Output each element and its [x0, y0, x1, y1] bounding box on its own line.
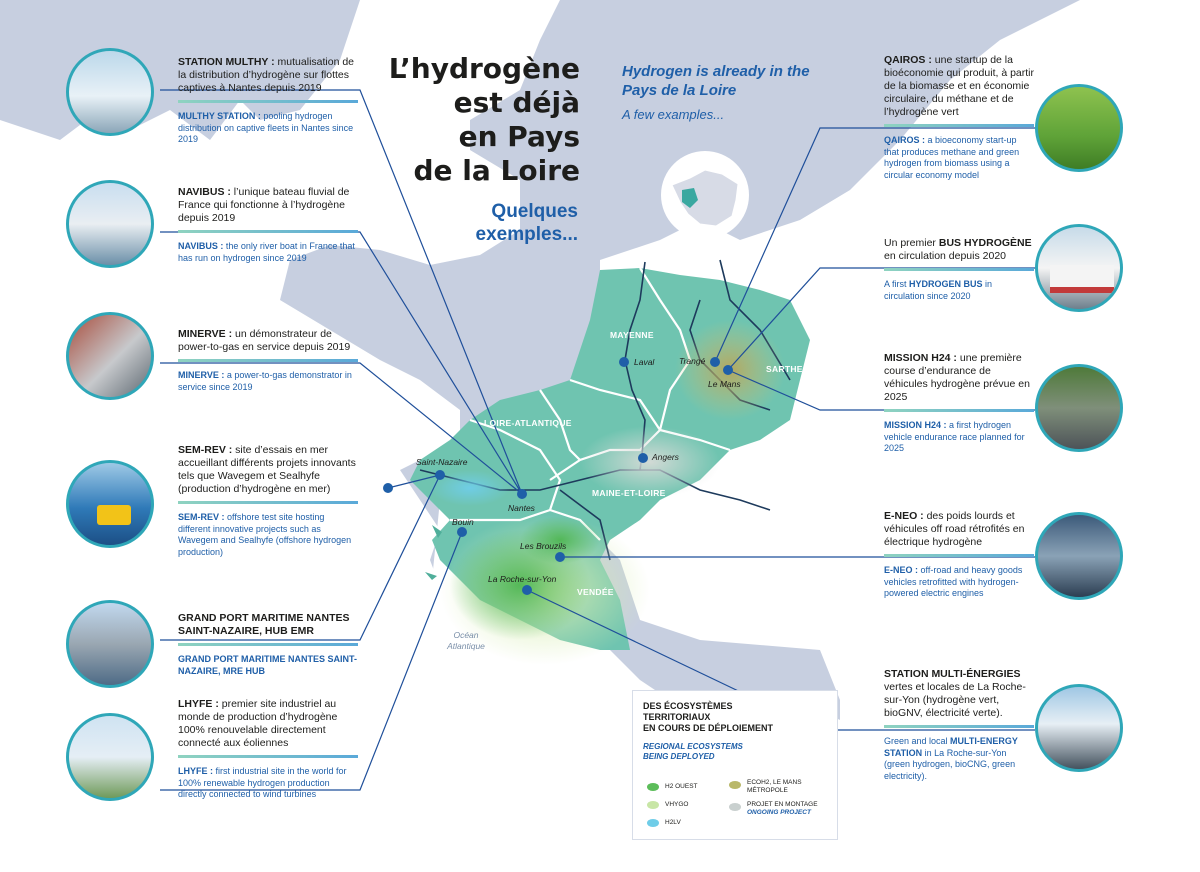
title-line: L’hydrogène: [388, 52, 580, 85]
item-bold: MULTHY STATION :: [178, 111, 261, 121]
item-bold: LHYFE :: [178, 698, 219, 710]
item-bold: GRAND PORT MARITIME NANTES SAINT-NAZAIRE, MRE HUB: [178, 654, 357, 676]
title-line: est déjà: [453, 86, 580, 119]
item-bold: QAIROS :: [884, 135, 926, 145]
city-label-nantes: Nantes: [508, 503, 535, 513]
english-title: Hydrogen is already in the Pays de la Loire: [622, 63, 810, 99]
item-body: Green and local: [884, 736, 951, 746]
bus-shape: [1050, 265, 1114, 293]
item-bold: GRAND PORT MARITIME NANTES SAINT-NAZAIRE, HUB EMR: [178, 612, 350, 637]
item-text-fr: [178, 698, 358, 750]
page-title: [340, 52, 580, 188]
legend-swatch-ongoing-project: [729, 803, 741, 811]
page-subtitle: [378, 200, 578, 246]
item-body: en circulation depuis 2020: [884, 250, 1007, 262]
item-text-en: [178, 766, 358, 801]
item-body: des poids lourds et véhicules off road rétrofités en électrique hydrogène: [884, 510, 1025, 548]
item-body: Un premier: [884, 237, 939, 249]
item-divider: [178, 755, 358, 758]
item-text-fr: [178, 186, 358, 225]
item-bold: QAIROS :: [884, 54, 932, 66]
item-e-neo: [884, 510, 1034, 600]
item-text-fr: [884, 510, 1034, 549]
item-text-fr: [884, 352, 1034, 404]
item-bold: SEM-REV :: [178, 512, 225, 522]
item-body: in circulation since 2020: [884, 279, 993, 301]
dept-label-maine-et-loire: MAINE-ET-LOIRE: [592, 488, 666, 498]
item-body: pooling hydrogen distribution on captive fleets in Nantes since 2019: [178, 111, 354, 144]
legend-swatch-h2-ouest: [647, 783, 659, 791]
item-multhy: [178, 56, 358, 146]
item-divider: [884, 725, 1034, 728]
item-body: vertes et locales de La Roche-sur-Yon (hydrogène vert, bioGNV, électricité verte).: [884, 681, 1026, 719]
item-bold: SEM-REV :: [178, 444, 233, 456]
item-body: off-road and heavy goods vehicles retrofitted with hydrogen-powered electric engines: [884, 565, 1023, 598]
item-bold: MINERVE :: [178, 370, 225, 380]
item-bold: STATION MULTHY :: [178, 56, 275, 68]
legend-subtitle-line: REGIONAL ECOSYSTEMS: [643, 742, 743, 751]
legend-label-vhygo: VHYGO: [665, 801, 689, 808]
subtitle-line: exemples...: [475, 224, 578, 245]
offshore-platform-photo: [66, 460, 154, 548]
legend-title-line: DES ÉCOSYSTÈMES: [643, 701, 733, 711]
legend-swatch-h2lv: [647, 819, 659, 827]
item-divider: [178, 501, 358, 504]
item-body: a first hydrogen vehicle endurance race planned for 2025: [884, 420, 1025, 453]
item-divider: [884, 268, 1034, 271]
bus-photo: [1035, 224, 1123, 312]
wind-turbine-site-photo: [66, 713, 154, 801]
legend-subtitle: [643, 742, 827, 762]
item-bold: HYDROGEN BUS: [909, 279, 983, 289]
item-navibus: [178, 186, 358, 264]
item-body: offshore test site hosting different innovative projects such as Wavegem and Sealhyfe (offshore hydrogen production): [178, 512, 352, 557]
city-label-les-brouzils: Les Brouzils: [520, 541, 567, 551]
item-bold: MISSION H24 :: [884, 352, 957, 364]
item-divider: [884, 409, 1034, 412]
item-bold: E-NEO :: [884, 510, 924, 522]
truck-photo: [1035, 512, 1123, 600]
english-subtitle: A few examples...: [622, 107, 725, 122]
city-label-la-roche-sur-yon: La Roche-sur-Yon: [488, 574, 557, 584]
map-legend: [632, 690, 838, 840]
legend-title-line: EN COURS DE DÉPLOIEMENT: [643, 723, 774, 733]
item-text-en: [884, 135, 1034, 181]
dept-label-loire-atlantique: LOIRE-ATLANTIQUE: [484, 418, 572, 428]
item-bold: MINERVE :: [178, 328, 233, 340]
item-text-en: [178, 241, 358, 264]
item-body: un démonstrateur de power-to-gas en service depuis 2019: [178, 328, 351, 353]
legend-label-h2-ouest: H2 OUEST: [665, 783, 698, 790]
item-body: in La Roche-sur-Yon (green hydrogen, bioCNG, green electricity).: [884, 747, 1016, 781]
ocean-label-line: Océan: [453, 630, 479, 640]
legend-label-fr: PROJET EN MONTAGE: [747, 801, 818, 808]
hydrogen-station-photo: [66, 48, 154, 136]
item-text-fr: [178, 612, 358, 638]
legend-title: [643, 701, 827, 734]
item-sem-rev: [178, 444, 358, 558]
port-photo: [66, 600, 154, 688]
item-lhyfe: [178, 698, 358, 801]
item-multi-energy-station: [884, 668, 1034, 782]
legend-subtitle-line: BEING DEPLOYED: [643, 752, 715, 761]
item-body: premier site industriel au monde de production d’hydrogène 100% renouvelable directement connecté aux éoliennes: [178, 698, 338, 749]
item-mission-h24: [884, 352, 1034, 455]
race-car-photo: [1035, 364, 1123, 452]
item-body: the only river boat in France that has run on hydrogen since 2019: [178, 241, 355, 263]
item-bold: NAVIBUS :: [178, 241, 224, 251]
item-text-fr: [884, 54, 1034, 119]
power-to-gas-plant-photo: [66, 312, 154, 400]
item-text-en: [178, 654, 358, 677]
item-text-en: [178, 512, 358, 558]
item-bold: STATION MULTI-ÉNERGIES: [884, 668, 1021, 680]
city-label-saint-nazaire: Saint-Nazaire: [416, 457, 468, 467]
yellow-buoy-shape: [97, 505, 131, 525]
item-body: first industrial site in the world for 100% renewable hydrogen production directly connected to wind turbines: [178, 766, 347, 799]
item-text-en: [884, 565, 1034, 600]
dept-label-sarthe: SARTHE: [766, 364, 803, 374]
item-bold: BUS HYDROGÈNE: [938, 237, 1032, 249]
city-label-angers: Angers: [652, 452, 679, 462]
ocean-label-line: Atlantique: [447, 641, 485, 651]
fuel-station-photo: [1035, 684, 1123, 772]
item-bold: MISSION H24 :: [884, 420, 947, 430]
item-qairos: [884, 54, 1034, 181]
legend-label-ecoh2: ECOH2, LE MANS MÉTROPOLE: [747, 779, 802, 794]
item-text-fr: [178, 56, 358, 95]
item-text-fr: [884, 668, 1034, 720]
item-bus-hydrogene: [884, 237, 1034, 302]
item-text-en: [884, 736, 1034, 782]
item-divider: [884, 554, 1034, 557]
item-text-en: [178, 370, 358, 393]
item-body: a bioeconomy start-up that produces methane and green hydrogen from biomass using a circular economy model: [884, 135, 1020, 180]
crop-field-photo: [1035, 84, 1123, 172]
legend-swatch-vhygo: [647, 801, 659, 809]
item-minerve: [178, 328, 358, 393]
item-text-en: [884, 279, 1034, 302]
item-bold: LHYFE :: [178, 766, 213, 776]
legend-swatch-ecoh2: [729, 781, 741, 789]
legend-label-ongoing-project: [747, 801, 818, 817]
item-body: mutualisation de la distribution d’hydrogène sur flottes captives à Nantes depuis 2019: [178, 56, 355, 94]
item-body: une startup de la bioéconomie qui produit, à partir de la biomasse et en économie circulaire, du méthane et de l’hydrogène vert: [884, 54, 1035, 118]
item-bold: NAVIBUS :: [178, 186, 231, 198]
item-body: a power-to-gas demonstrator in service since 2019: [178, 370, 352, 392]
item-divider: [178, 230, 358, 233]
legend-title-line: TERRITORIAUX: [643, 712, 711, 722]
river-boat-photo: [66, 180, 154, 268]
item-text-en: [884, 420, 1034, 455]
city-label-laval: Laval: [634, 357, 655, 367]
legend-label-en: ONGOING PROJECT: [747, 809, 811, 816]
item-text-fr: [178, 328, 358, 354]
item-divider: [178, 359, 358, 362]
item-divider: [884, 124, 1034, 127]
item-bold: MULTI-ENERGY STATION: [884, 736, 1018, 758]
title-line: en Pays: [458, 120, 580, 153]
item-grand-port: [178, 612, 358, 677]
item-body: l’unique bateau fluvial de France qui fonctionne à l’hydrogène depuis 2019: [178, 186, 350, 224]
dept-label-vendee: VENDÉE: [577, 587, 614, 597]
item-body: site d’essais en mer accueillant différents projets innovants tels que Wavegem et Sealhyfe (production d’hydrogène en mer): [178, 444, 356, 495]
city-label-trange: Trangé: [679, 356, 706, 366]
city-label-bouin: Bouin: [452, 517, 474, 527]
title-line: de la Loire: [413, 154, 580, 187]
item-bold: E-NEO :: [884, 565, 919, 575]
item-body: A first: [884, 279, 910, 289]
item-text-en: [178, 111, 358, 146]
item-divider: [178, 100, 358, 103]
item-body: une première course d’endurance de véhicules hydrogène prévue en 2025: [884, 352, 1030, 403]
item-text-fr: [178, 444, 358, 496]
subtitle-line: Quelques: [491, 201, 578, 222]
ocean-label: [426, 630, 506, 652]
city-label-le-mans: Le Mans: [708, 379, 741, 389]
item-text-fr: [884, 237, 1034, 263]
legend-label-h2lv: H2LV: [665, 819, 681, 826]
item-divider: [178, 643, 358, 646]
dept-label-mayenne: MAYENNE: [610, 330, 654, 340]
